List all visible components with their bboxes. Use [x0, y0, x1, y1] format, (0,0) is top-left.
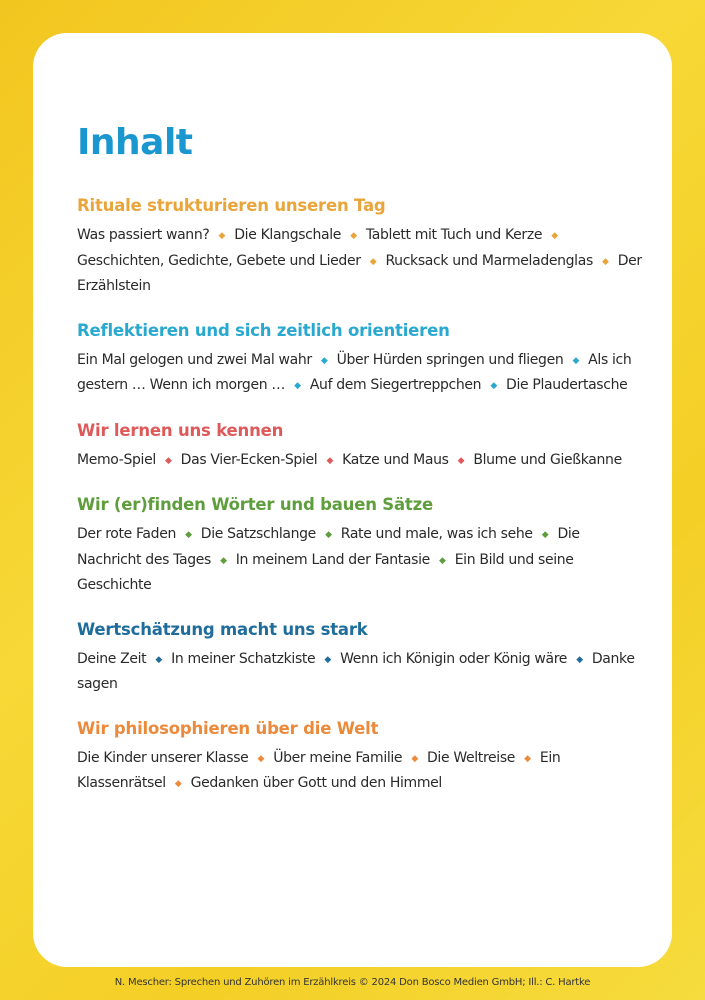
diamond-separator-icon: ◆	[218, 231, 226, 241]
section-reflektieren	[77, 320, 642, 399]
section-wertschaetzung	[77, 619, 642, 697]
section-items	[77, 647, 642, 697]
content-item: In meiner Schatzkiste	[171, 650, 316, 667]
content-item: Über Hürden springen und fliegen	[336, 351, 564, 368]
section-heading: Rituale strukturieren unseren Tag	[77, 196, 386, 215]
diamond-separator-icon: ◆	[320, 355, 328, 366]
content-item: Deine Zeit	[77, 650, 147, 667]
diamond-separator-icon: ◆	[439, 555, 446, 566]
content-item: Ein Mal gelogen und zwei Mal wahr	[77, 351, 312, 368]
section-items	[77, 348, 642, 399]
section-heading: Wir lernen uns kennen	[77, 420, 284, 440]
section-philosophieren	[77, 718, 642, 797]
diamond-separator-icon: ◆	[155, 654, 162, 665]
section-items	[77, 522, 642, 598]
section-rituale	[77, 195, 642, 299]
diamond-separator-icon: ◆	[411, 753, 418, 764]
copyright-footer: N. Mescher: Sprechen und Zuhören im Erzählkreis © 2024 Don Bosco Medien GmbH; Ill.: C. Hartke	[114, 977, 591, 988]
diamond-separator-icon: ◆	[324, 654, 331, 665]
diamond-separator-icon: ◆	[524, 753, 531, 764]
content-item: Blume und Gießkanne	[473, 451, 622, 468]
diamond-separator-icon: ◆	[326, 455, 334, 466]
content-item: Ein Bild und seine Geschichte	[77, 551, 574, 593]
section-items	[77, 448, 642, 474]
content-item: Der rote Faden	[77, 526, 176, 542]
content-item: Gedanken über Gott und den Himmel	[190, 775, 442, 791]
diamond-separator-icon: ◆	[490, 381, 497, 391]
content-item: Das Vier-Ecken-Spiel	[180, 451, 318, 468]
diamond-separator-icon: ◆	[294, 381, 301, 391]
diamond-separator-icon: ◆	[220, 555, 227, 566]
section-kennenlernen	[77, 420, 642, 474]
diamond-separator-icon: ◆	[185, 530, 192, 540]
content-item: Als ich gestern … Wenn ich morgen …	[77, 351, 632, 393]
content-item: Die Weltreise	[427, 749, 516, 766]
section-heading: Wertschätzung macht uns stark	[77, 619, 368, 639]
diamond-separator-icon: ◆	[602, 256, 609, 267]
diamond-separator-icon: ◆	[350, 231, 357, 241]
content-item: Auf dem Siegertreppchen	[309, 377, 482, 393]
content-item: Die Nachricht des Tages	[77, 526, 580, 568]
diamond-separator-icon: ◆	[369, 256, 377, 267]
content-item: Die Klangschale	[234, 227, 342, 243]
content-item: Memo-Spiel	[77, 451, 156, 468]
diamond-separator-icon: ◆	[576, 654, 583, 665]
content-item: Geschichten, Gedichte, Gebete und Lieder	[77, 252, 361, 269]
content-item: In meinem Land der Fantasie	[235, 551, 430, 568]
section-heading: Reflektieren und sich zeitlich orientieren	[77, 320, 450, 340]
content-item: Ein Klassenrätsel	[77, 749, 561, 791]
section-heading: Wir (er)finden Wörter und bauen Sätze	[77, 495, 433, 514]
content-item: Rucksack und Marmeladenglas	[385, 252, 593, 269]
section-heading: Wir philosophieren über die Welt	[77, 718, 379, 738]
page-title: Inhalt	[77, 122, 193, 163]
content-item: Über meine Familie	[273, 749, 403, 766]
content-item: Der Erzählstein	[77, 252, 642, 294]
diamond-separator-icon: ◆	[551, 231, 558, 241]
content-item: Rate und male, was ich sehe	[340, 526, 533, 542]
section-items	[77, 223, 642, 299]
content-item: Die Plaudertasche	[506, 377, 628, 393]
diamond-separator-icon: ◆	[174, 779, 182, 789]
diamond-separator-icon: ◆	[572, 355, 580, 366]
content-item: Katze und Maus	[342, 451, 449, 468]
diamond-separator-icon: ◆	[325, 530, 332, 540]
diamond-separator-icon: ◆	[541, 530, 549, 540]
content-item: Was passiert wann?	[77, 227, 210, 243]
content-item: Danke sagen	[77, 650, 635, 692]
diamond-separator-icon: ◆	[164, 455, 172, 466]
section-items	[77, 746, 642, 797]
content-item: Die Satzschlange	[200, 526, 316, 542]
content-card	[33, 33, 672, 967]
content-item: Die Kinder unserer Klasse	[77, 749, 249, 766]
section-woerter	[77, 494, 642, 598]
diamond-separator-icon: ◆	[257, 753, 265, 764]
diamond-separator-icon: ◆	[457, 455, 465, 466]
content-item: Wenn ich Königin oder König wäre	[340, 650, 568, 667]
content-item: Tablett mit Tuch und Kerze	[365, 227, 543, 243]
